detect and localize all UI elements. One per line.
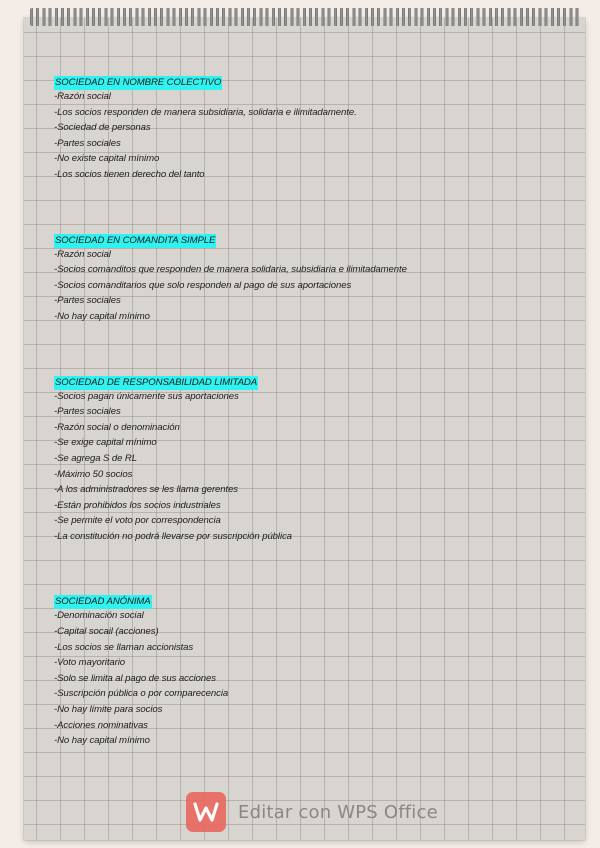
- section-heading: SOCIEDAD EN NOMBRE COLECTIVO: [55, 77, 222, 88]
- list-item: -Están prohibidos los socios industriales: [54, 499, 221, 511]
- document-content: [54, 70, 580, 749]
- list-item: -Capital socail (acciones): [54, 626, 159, 638]
- list-item: -Razón social: [54, 248, 111, 260]
- spiral-binding: [30, 8, 580, 26]
- list-item: -Denominación social: [54, 610, 144, 622]
- list-item: -Se exige capital mínimo: [54, 437, 157, 449]
- list-item: -Se agrega S de RL: [54, 452, 137, 464]
- section-sociedad-anonima: [54, 592, 580, 748]
- section-heading: SOCIEDAD EN COMANDITA SIMPLE: [55, 234, 216, 246]
- wps-w-icon: [186, 792, 226, 832]
- section-heading: SOCIEDAD DE RESPONSABILIDAD LIMITADA: [55, 376, 258, 388]
- list-item: -Máximo 50 socios: [54, 468, 133, 480]
- section-comandita-simple: [54, 231, 580, 325]
- list-item: -No existe capital mínimo: [54, 153, 160, 165]
- list-item: -Socios comanditarios que solo responden al pago de sus aportaciones: [54, 279, 352, 291]
- list-item: -Voto mayoritario: [54, 657, 125, 669]
- list-item: -Los socios se llaman accionistas: [54, 641, 194, 653]
- list-item: -Los socios responden de manera subsidiaria, solidaria e ilimitadamente.: [54, 106, 357, 118]
- list-item: -Los socios tienen derecho del tanto: [54, 168, 205, 180]
- list-item: -Razón social: [54, 91, 111, 102]
- list-item: -Socios comanditos que responden de manera solidaria, subsidiaria e ilimitadamente: [54, 264, 407, 276]
- list-item: -Socios pagan únicamente sus aportaciones: [54, 390, 239, 402]
- list-item: -No hay capital mínimo: [54, 735, 150, 747]
- list-item: -Acciones nominativas: [54, 719, 148, 731]
- wps-edit-watermark[interactable]: [186, 792, 438, 832]
- list-item: -Solo se limita al pago de sus acciones: [54, 672, 216, 684]
- list-item: -La constitución no podrá llevarse por suscripción pública: [54, 530, 292, 542]
- list-item: -Se permite el voto por correspondencia: [54, 515, 221, 527]
- list-item: -Partes sociales: [54, 137, 121, 149]
- list-item: -A los administradores se les llama gerentes: [54, 484, 239, 496]
- wps-edit-label: Editar con WPS Office: [238, 801, 438, 823]
- list-item: -Suscripción pública o por comparecencia: [54, 688, 229, 700]
- list-item: -Sociedad de personas: [54, 122, 151, 134]
- list-item: -No hay capital mínimo: [54, 310, 150, 322]
- list-item: -Partes sociales: [54, 406, 121, 418]
- list-item: -No hay límite para socios: [54, 704, 163, 716]
- section-nombre-colectivo: [54, 73, 580, 183]
- section-heading: SOCIEDAD ANÓNIMA: [55, 596, 151, 608]
- list-item: -Razón social o denominación: [54, 421, 180, 433]
- section-responsabilidad-limitada: [54, 373, 580, 545]
- list-item: -Partes sociales: [54, 295, 121, 307]
